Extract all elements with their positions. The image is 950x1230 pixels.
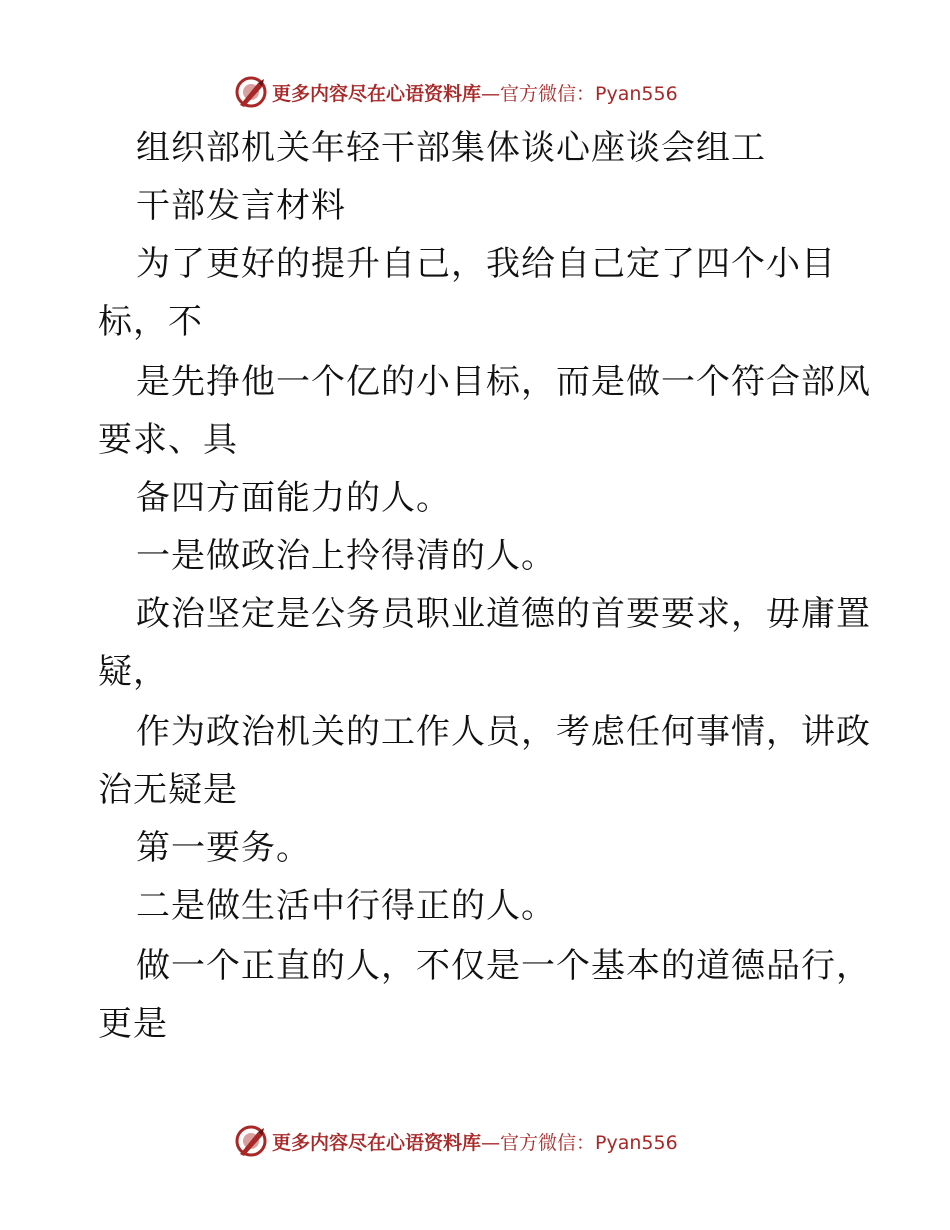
title-line-2: 干部发言材料 [136,186,346,226]
paragraph-line: 二是做生活中行得正的人。 [136,886,556,926]
paragraph-line: 是先挣他一个亿的小目标，而是做一个符合部风 [136,362,871,402]
pen-logo-icon [234,75,268,109]
paragraph-line: 标，不 [98,302,203,342]
footer-watermark [234,1121,678,1161]
paragraph-line: 政治坚定是公务员职业道德的首要要求，毋庸置 [136,594,871,634]
paragraph-line: 作为政治机关的工作人员，考虑任何事情，讲政 [136,712,871,752]
paragraph-line: 更是 [98,1004,168,1044]
watermark-text: 更多内容尽在心语资料库 [272,82,482,105]
paragraph-line: 为了更好的提升自己，我给自己定了四个小目 [136,244,836,284]
paragraph-line: 疑， [98,652,168,692]
paragraph-line: 治无疑是 [98,770,238,810]
title-line-1: 组织部机关年轻干部集体谈心座谈会组工 [136,128,766,168]
paragraph-line: 一是做政治上拎得清的人。 [136,536,556,576]
watermark-text: 更多内容尽在心语资料库 [272,1131,482,1154]
wechat-text: —官方微信：Pyan556 [481,1131,678,1154]
paragraph-line: 第一要务。 [136,828,311,868]
header-watermark [234,72,678,112]
paragraph-line: 要求、具 [98,420,238,460]
pen-logo-icon [234,1124,268,1158]
paragraph-line: 做一个正直的人，不仅是一个基本的道德品行， [136,946,871,986]
wechat-text: —官方微信：Pyan556 [481,82,678,105]
paragraph-line: 备四方面能力的人。 [136,478,451,518]
